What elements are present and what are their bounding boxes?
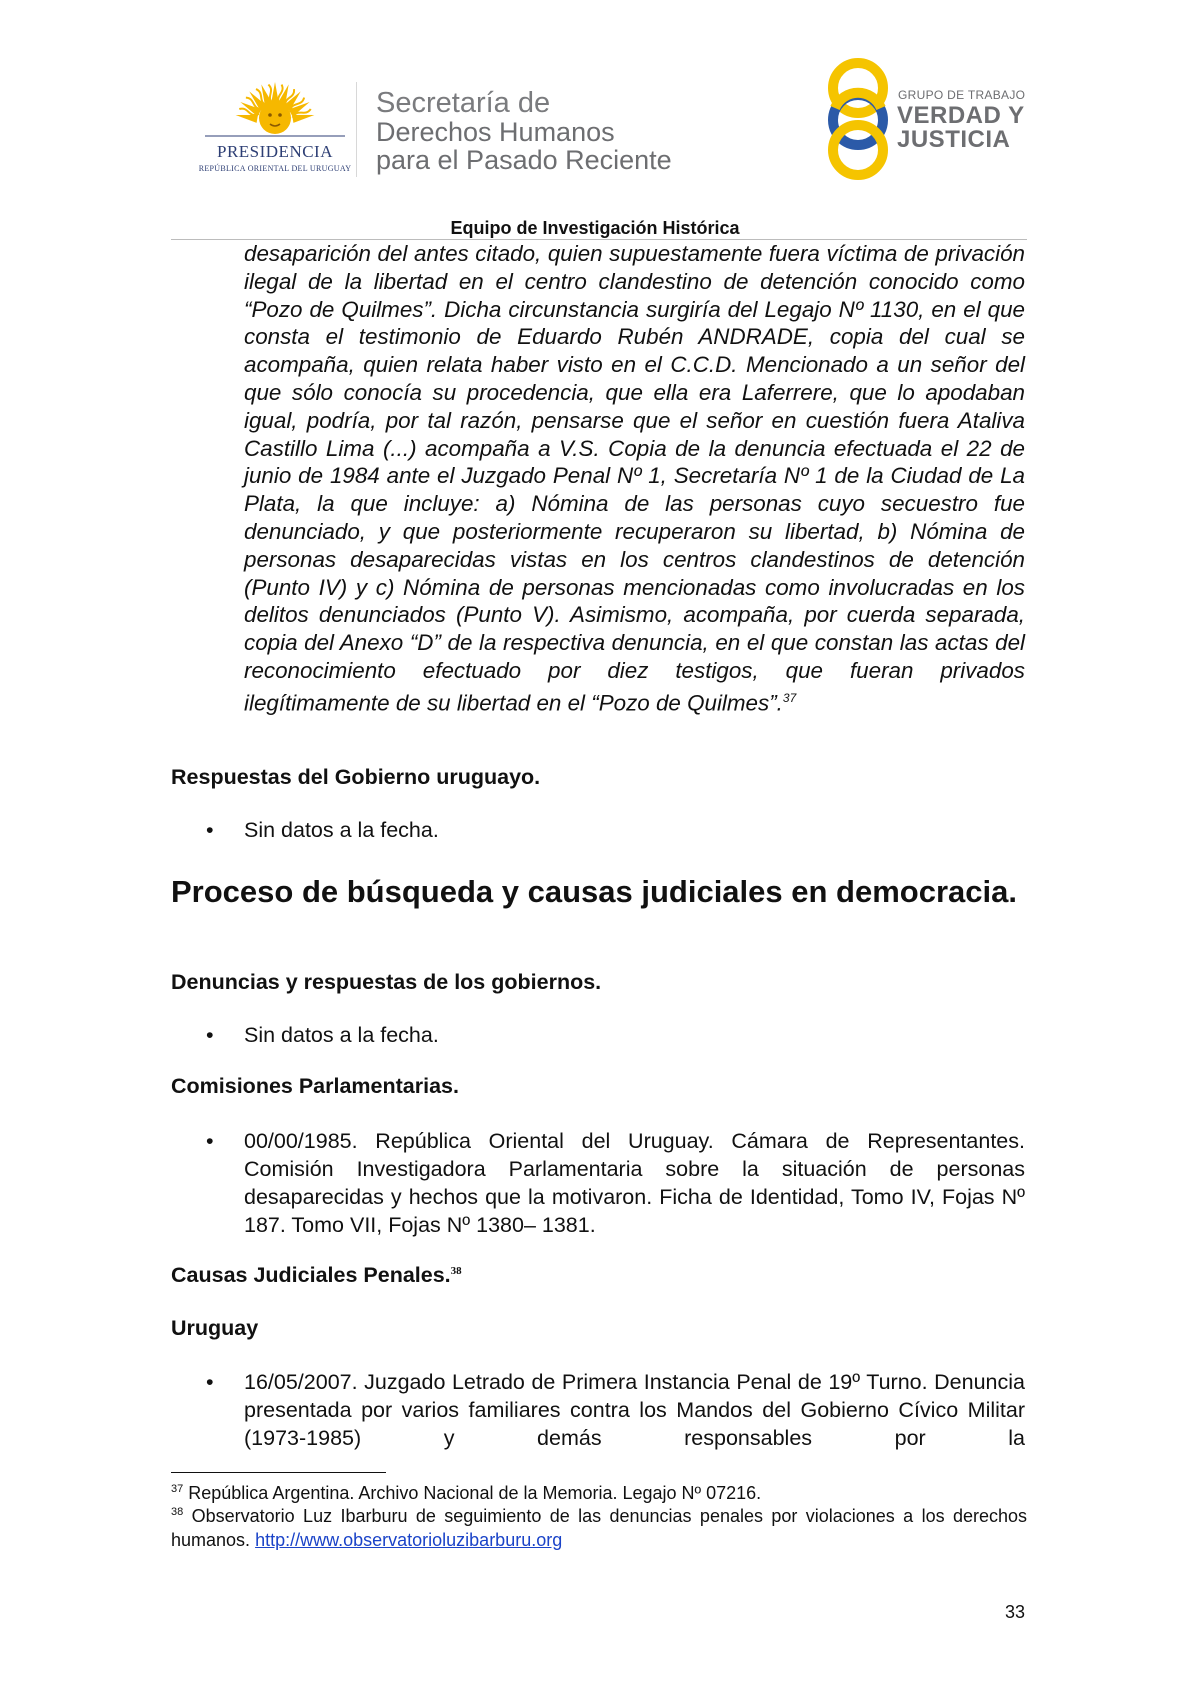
vyj-line-2: JUSTICIA (897, 126, 1011, 153)
observatorio-link[interactable]: http://www.observatorioluzibarburu.org (255, 1529, 563, 1550)
verdad-justicia-logo (823, 56, 1033, 181)
footnote-number: 38 (171, 1506, 184, 1518)
presidencia-text: PRESIDENCIA (216, 142, 333, 161)
heading-causas (171, 1263, 462, 1288)
list-item-text: 00/00/1985. República Oriental del Uruguay. Cámara de Representantes. Comisión Investigadora Parlamentaria sobre la situación de personas desaparecidas y hechos que la motivaron. Ficha de Identidad, Tomo IV, Fojas Nº 187. Tomo VII, Fojas Nº 1380– 1381. (244, 1129, 1025, 1237)
quote-text: desaparición del antes citado, quien supuestamente fuera víctima de privación ilegal de la libertad en el centro clandestino de detención conocido como “Pozo de Quilmes”. Dicha circunstancia surgiría del Legajo Nº 1130, en el que consta el testimonio de Eduardo Rubén ANDRADE, copia del cual se acompaña, quien relata haber visto en el C.C.D. Mencionado a un señor del que sólo conocía su procedencia, que ella era Laferrere, que lo apodaban igual, podría, por tal razón, pensarse que el señor en cuestión fuera Ataliva Castillo Lima (...) acompaña a V.S. Copia de la denuncia efectuada el 22 de junio de 1984 ante el Juzgado Penal Nº 1, Secretaría Nº 1 de la Ciudad de La Plata, la que incluye: a) Nómina de las personas cuyo secuestro fue denunciado, y que posteriormente recuperaron su libertad, b) Nómina de personas desaparecidas vistas en los centros clandestinos de detención (Punto IV) y c) Nómina de personas mencionadas como involucradas en los delitos denunciados (Punto V). Asimismo, acompaña, por cuerda separada, copia del Anexo “D” de la respectiva denuncia, en el que constan las actas del reconocimiento efectuado por diez testigos, que fueran privados ilegítimamente de su libertad en el “Pozo de Quilmes”. (244, 241, 1025, 716)
footnote-number: 37 (171, 1483, 184, 1495)
list-item-text: Sin datos a la fecha. (244, 818, 439, 842)
bullet-icon: • (206, 818, 214, 842)
quoted-paragraph (244, 240, 1025, 717)
footnote-38 (171, 1501, 1027, 1552)
vyj-line-1: VERDAD Y (897, 102, 1025, 129)
heading-uruguay: Uruguay (171, 1316, 259, 1340)
heading-respuestas: Respuestas del Gobierno uruguayo. (171, 765, 541, 789)
page-number: 33 (1005, 1602, 1026, 1622)
sun-emblem-icon (195, 80, 355, 142)
footnote-text: República Argentina. Archivo Nacional de la Memoria. Legajo Nº 07216. (188, 1483, 762, 1503)
presidencia-logo (195, 80, 355, 180)
footnote-separator (171, 1472, 386, 1473)
footnote-text: Observatorio Luz Ibarburu de seguimiento de las denuncias penales por violaciones a los derechos humanos. (171, 1506, 1027, 1550)
vyj-small-text: GRUPO DE TRABAJO (898, 88, 1026, 102)
secretaria-line-2: Derechos Humanos (376, 117, 615, 147)
footnote-ref-37[interactable]: 37 (782, 690, 797, 705)
secretaria-logo-text (376, 88, 672, 174)
rings-emblem-icon (823, 56, 893, 181)
bullet-icon: • (206, 1023, 214, 1047)
bullet-icon: • (206, 1129, 214, 1153)
bullet-icon: • (206, 1370, 214, 1394)
list-item-text: 16/05/2007. Juzgado Letrado de Primera Instancia Penal de 19º Turno. Denuncia presentada por varios familiares contra los Mandos del Gobierno Cívico Militar (1973-1985) y demás responsables por la (244, 1370, 1025, 1450)
section-title: Proceso de búsqueda y causas judiciales en democracia. (171, 874, 1017, 909)
header-divider (356, 82, 357, 177)
heading-comisiones: Comisiones Parlamentarias. (171, 1074, 459, 1098)
secretaria-line-3: para el Pasado Reciente (376, 145, 672, 175)
presidencia-subtext: REPÚBLICA ORIENTAL DEL URUGUAY (198, 164, 352, 173)
list-item-text: Sin datos a la fecha. (244, 1023, 439, 1047)
footnote-ref-38[interactable]: 38 (450, 1264, 462, 1277)
heading-denuncias: Denuncias y respuestas de los gobiernos. (171, 970, 602, 994)
secretaria-line-1: Secretaría de (376, 87, 551, 119)
heading-causas-text: Causas Judiciales Penales. (171, 1263, 451, 1287)
header-subtitle: Equipo de Investigación Histórica (450, 218, 740, 238)
